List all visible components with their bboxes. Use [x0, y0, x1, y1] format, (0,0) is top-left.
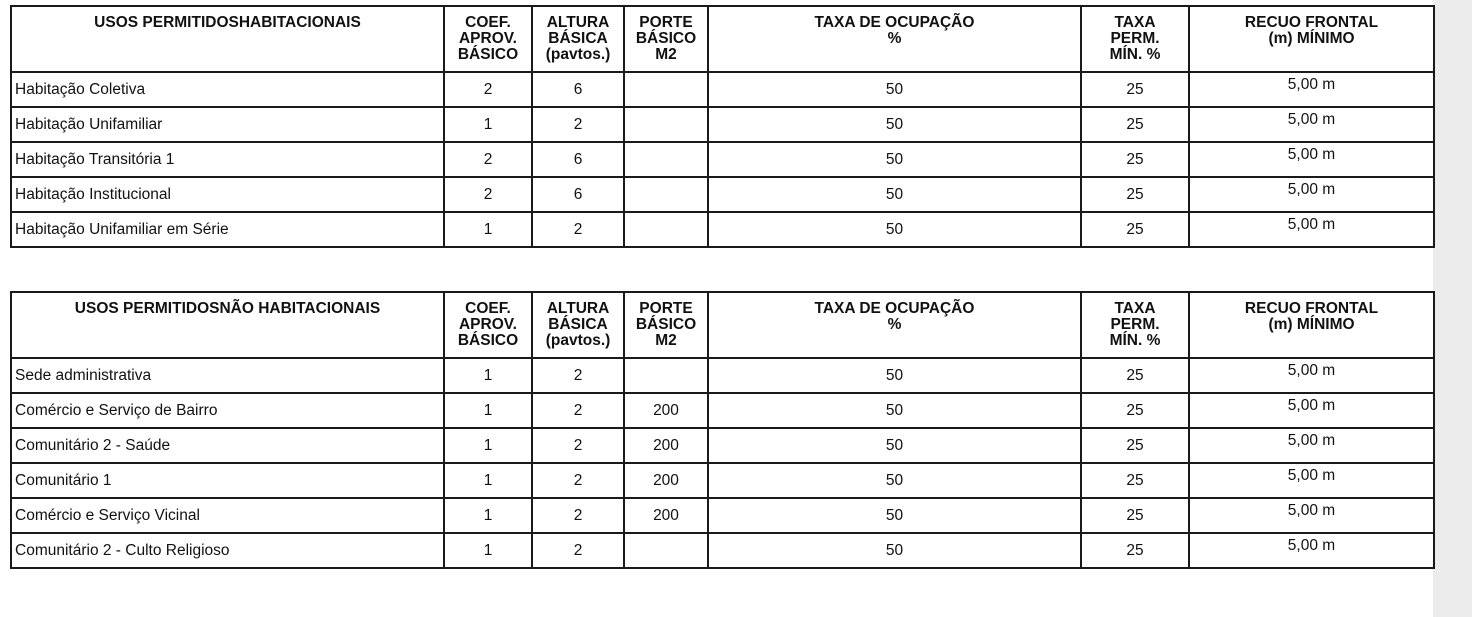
header-altura-line: (pavtos.) — [545, 46, 611, 63]
header-taxa-perm-line: MÍN. % — [1109, 332, 1161, 349]
header-taxa-ocupacao-line: TAXA DE OCUPAÇÃO — [814, 300, 975, 317]
cell-taxa-ocupacao: 50 — [708, 358, 1081, 393]
table-row — [11, 533, 1434, 568]
cell-porte — [624, 212, 708, 247]
header-recuo — [1189, 6, 1434, 72]
cell-uso: Comércio e Serviço de Bairro — [11, 393, 444, 428]
cell-taxa-ocupacao: 50 — [708, 72, 1081, 107]
cell-taxa-perm: 25 — [1081, 533, 1189, 568]
header-coef-line: APROV. — [458, 30, 517, 47]
cell-coef: 2 — [444, 142, 532, 177]
table-row — [11, 393, 1434, 428]
header-coef — [444, 6, 532, 72]
cell-taxa-perm: 25 — [1081, 463, 1189, 498]
header-row — [11, 292, 1434, 358]
cell-porte: 200 — [624, 463, 708, 498]
cell-coef: 1 — [444, 498, 532, 533]
cell-coef: 1 — [444, 463, 532, 498]
table-row — [11, 463, 1434, 498]
header-porte — [624, 292, 708, 358]
cell-recuo: 5,00 m — [1189, 393, 1434, 428]
cell-coef: 2 — [444, 72, 532, 107]
table-row — [11, 72, 1434, 107]
cell-altura: 2 — [532, 107, 624, 142]
cell-uso: Sede administrativa — [11, 358, 444, 393]
cell-taxa-ocupacao: 50 — [708, 463, 1081, 498]
cell-altura: 2 — [532, 533, 624, 568]
cell-taxa-ocupacao: 50 — [708, 393, 1081, 428]
cell-taxa-perm: 25 — [1081, 498, 1189, 533]
header-recuo-line: RECUO FRONTAL — [1244, 300, 1379, 317]
cell-porte — [624, 142, 708, 177]
cell-taxa-perm: 25 — [1081, 72, 1189, 107]
cell-uso: Comércio e Serviço Vicinal — [11, 498, 444, 533]
cell-porte: 200 — [624, 393, 708, 428]
cell-altura: 6 — [532, 177, 624, 212]
header-taxa-perm — [1081, 292, 1189, 358]
cell-taxa-ocupacao: 50 — [708, 533, 1081, 568]
table-usos-habitacionais — [10, 5, 1435, 248]
header-recuo-line: (m) MÍNIMO — [1268, 30, 1355, 47]
cell-uso: Comunitário 2 - Saúde — [11, 428, 444, 463]
header-taxa-perm — [1081, 6, 1189, 72]
header-altura-line: ALTURA — [546, 300, 610, 317]
cell-porte — [624, 107, 708, 142]
header-altura — [532, 6, 624, 72]
header-porte-line: M2 — [655, 46, 677, 63]
cell-uso: Habitação Institucional — [11, 177, 444, 212]
cell-uso: Habitação Unifamiliar em Série — [11, 212, 444, 247]
header-porte-line: M2 — [655, 332, 677, 349]
header-uso: USOS PERMITIDOSHABITACIONAIS — [11, 6, 444, 72]
cell-recuo: 5,00 m — [1189, 142, 1434, 177]
header-porte-line: PORTE — [639, 300, 693, 317]
header-uso: USOS PERMITIDOSNÃO HABITACIONAIS — [11, 292, 444, 358]
header-porte — [624, 6, 708, 72]
cell-porte — [624, 177, 708, 212]
cell-uso: Habitação Transitória 1 — [11, 142, 444, 177]
cell-altura: 2 — [532, 463, 624, 498]
header-porte-line: PORTE — [639, 14, 693, 31]
header-altura — [532, 292, 624, 358]
cell-uso: Comunitário 1 — [11, 463, 444, 498]
cell-coef: 1 — [444, 107, 532, 142]
cell-porte — [624, 358, 708, 393]
header-taxa-perm-line: PERM. — [1110, 316, 1160, 333]
cell-uso: Habitação Coletiva — [11, 72, 444, 107]
header-coef-line: BÁSICO — [457, 332, 519, 349]
header-taxa-ocupacao-line: TAXA DE OCUPAÇÃO — [814, 14, 975, 31]
cell-coef: 1 — [444, 393, 532, 428]
header-altura-line: BÁSICA — [548, 30, 608, 47]
table-row — [11, 142, 1434, 177]
header-coef-line: BÁSICO — [457, 46, 519, 63]
cell-porte: 200 — [624, 428, 708, 463]
table-row — [11, 212, 1434, 247]
header-taxa-ocupacao — [708, 292, 1081, 358]
table-row — [11, 107, 1434, 142]
header-porte-line: BÁSICO — [635, 30, 697, 47]
cell-taxa-ocupacao: 50 — [708, 107, 1081, 142]
header-coef-line: COEF. — [465, 14, 511, 31]
cell-taxa-perm: 25 — [1081, 142, 1189, 177]
cell-taxa-perm: 25 — [1081, 177, 1189, 212]
table-row — [11, 358, 1434, 393]
cell-taxa-ocupacao: 50 — [708, 498, 1081, 533]
cell-recuo: 5,00 m — [1189, 428, 1434, 463]
header-recuo-line: RECUO FRONTAL — [1244, 14, 1379, 31]
cell-recuo: 5,00 m — [1189, 212, 1434, 247]
cell-coef: 1 — [444, 358, 532, 393]
table-row — [11, 428, 1434, 463]
cell-taxa-ocupacao: 50 — [708, 177, 1081, 212]
cell-recuo: 5,00 m — [1189, 533, 1434, 568]
header-taxa-perm-line: MÍN. % — [1109, 46, 1161, 63]
cell-taxa-ocupacao: 50 — [708, 142, 1081, 177]
cell-recuo: 5,00 m — [1189, 463, 1434, 498]
header-coef-line: COEF. — [465, 300, 511, 317]
header-porte-line: BÁSICO — [635, 316, 697, 333]
cell-altura: 2 — [532, 212, 624, 247]
header-taxa-perm-line: PERM. — [1110, 30, 1160, 47]
cell-altura: 6 — [532, 72, 624, 107]
cell-altura: 2 — [532, 393, 624, 428]
header-altura-line: ALTURA — [546, 14, 610, 31]
cell-taxa-perm: 25 — [1081, 212, 1189, 247]
cell-recuo: 5,00 m — [1189, 107, 1434, 142]
header-coef — [444, 292, 532, 358]
cell-taxa-ocupacao: 50 — [708, 212, 1081, 247]
cell-altura: 2 — [532, 498, 624, 533]
cell-coef: 1 — [444, 533, 532, 568]
header-recuo — [1189, 292, 1434, 358]
table-row — [11, 177, 1434, 212]
header-taxa-perm-line: TAXA — [1114, 300, 1156, 317]
cell-taxa-perm: 25 — [1081, 107, 1189, 142]
cell-coef: 2 — [444, 177, 532, 212]
cell-porte — [624, 72, 708, 107]
cell-altura: 6 — [532, 142, 624, 177]
cell-coef: 1 — [444, 428, 532, 463]
header-taxa-ocupacao-line: % — [887, 316, 902, 333]
table-row — [11, 498, 1434, 533]
cell-recuo: 5,00 m — [1189, 358, 1434, 393]
cell-taxa-perm: 25 — [1081, 393, 1189, 428]
cell-recuo: 5,00 m — [1189, 72, 1434, 107]
table-usos-nao-habitacionais — [10, 291, 1435, 569]
cell-recuo: 5,00 m — [1189, 177, 1434, 212]
cell-altura: 2 — [532, 428, 624, 463]
cell-taxa-perm: 25 — [1081, 358, 1189, 393]
cell-coef: 1 — [444, 212, 532, 247]
header-altura-line: BÁSICA — [548, 316, 608, 333]
header-coef-line: APROV. — [458, 316, 517, 333]
header-taxa-ocupacao — [708, 6, 1081, 72]
header-altura-line: (pavtos.) — [545, 332, 611, 349]
cell-porte: 200 — [624, 498, 708, 533]
cell-altura: 2 — [532, 358, 624, 393]
cell-uso: Comunitário 2 - Culto Religioso — [11, 533, 444, 568]
cell-taxa-ocupacao: 50 — [708, 428, 1081, 463]
header-taxa-perm-line: TAXA — [1114, 14, 1156, 31]
cell-porte — [624, 533, 708, 568]
header-recuo-line: (m) MÍNIMO — [1268, 316, 1355, 333]
cell-taxa-perm: 25 — [1081, 428, 1189, 463]
header-row — [11, 6, 1434, 72]
cell-uso: Habitação Unifamiliar — [11, 107, 444, 142]
header-taxa-ocupacao-line: % — [887, 30, 902, 47]
cell-recuo: 5,00 m — [1189, 498, 1434, 533]
